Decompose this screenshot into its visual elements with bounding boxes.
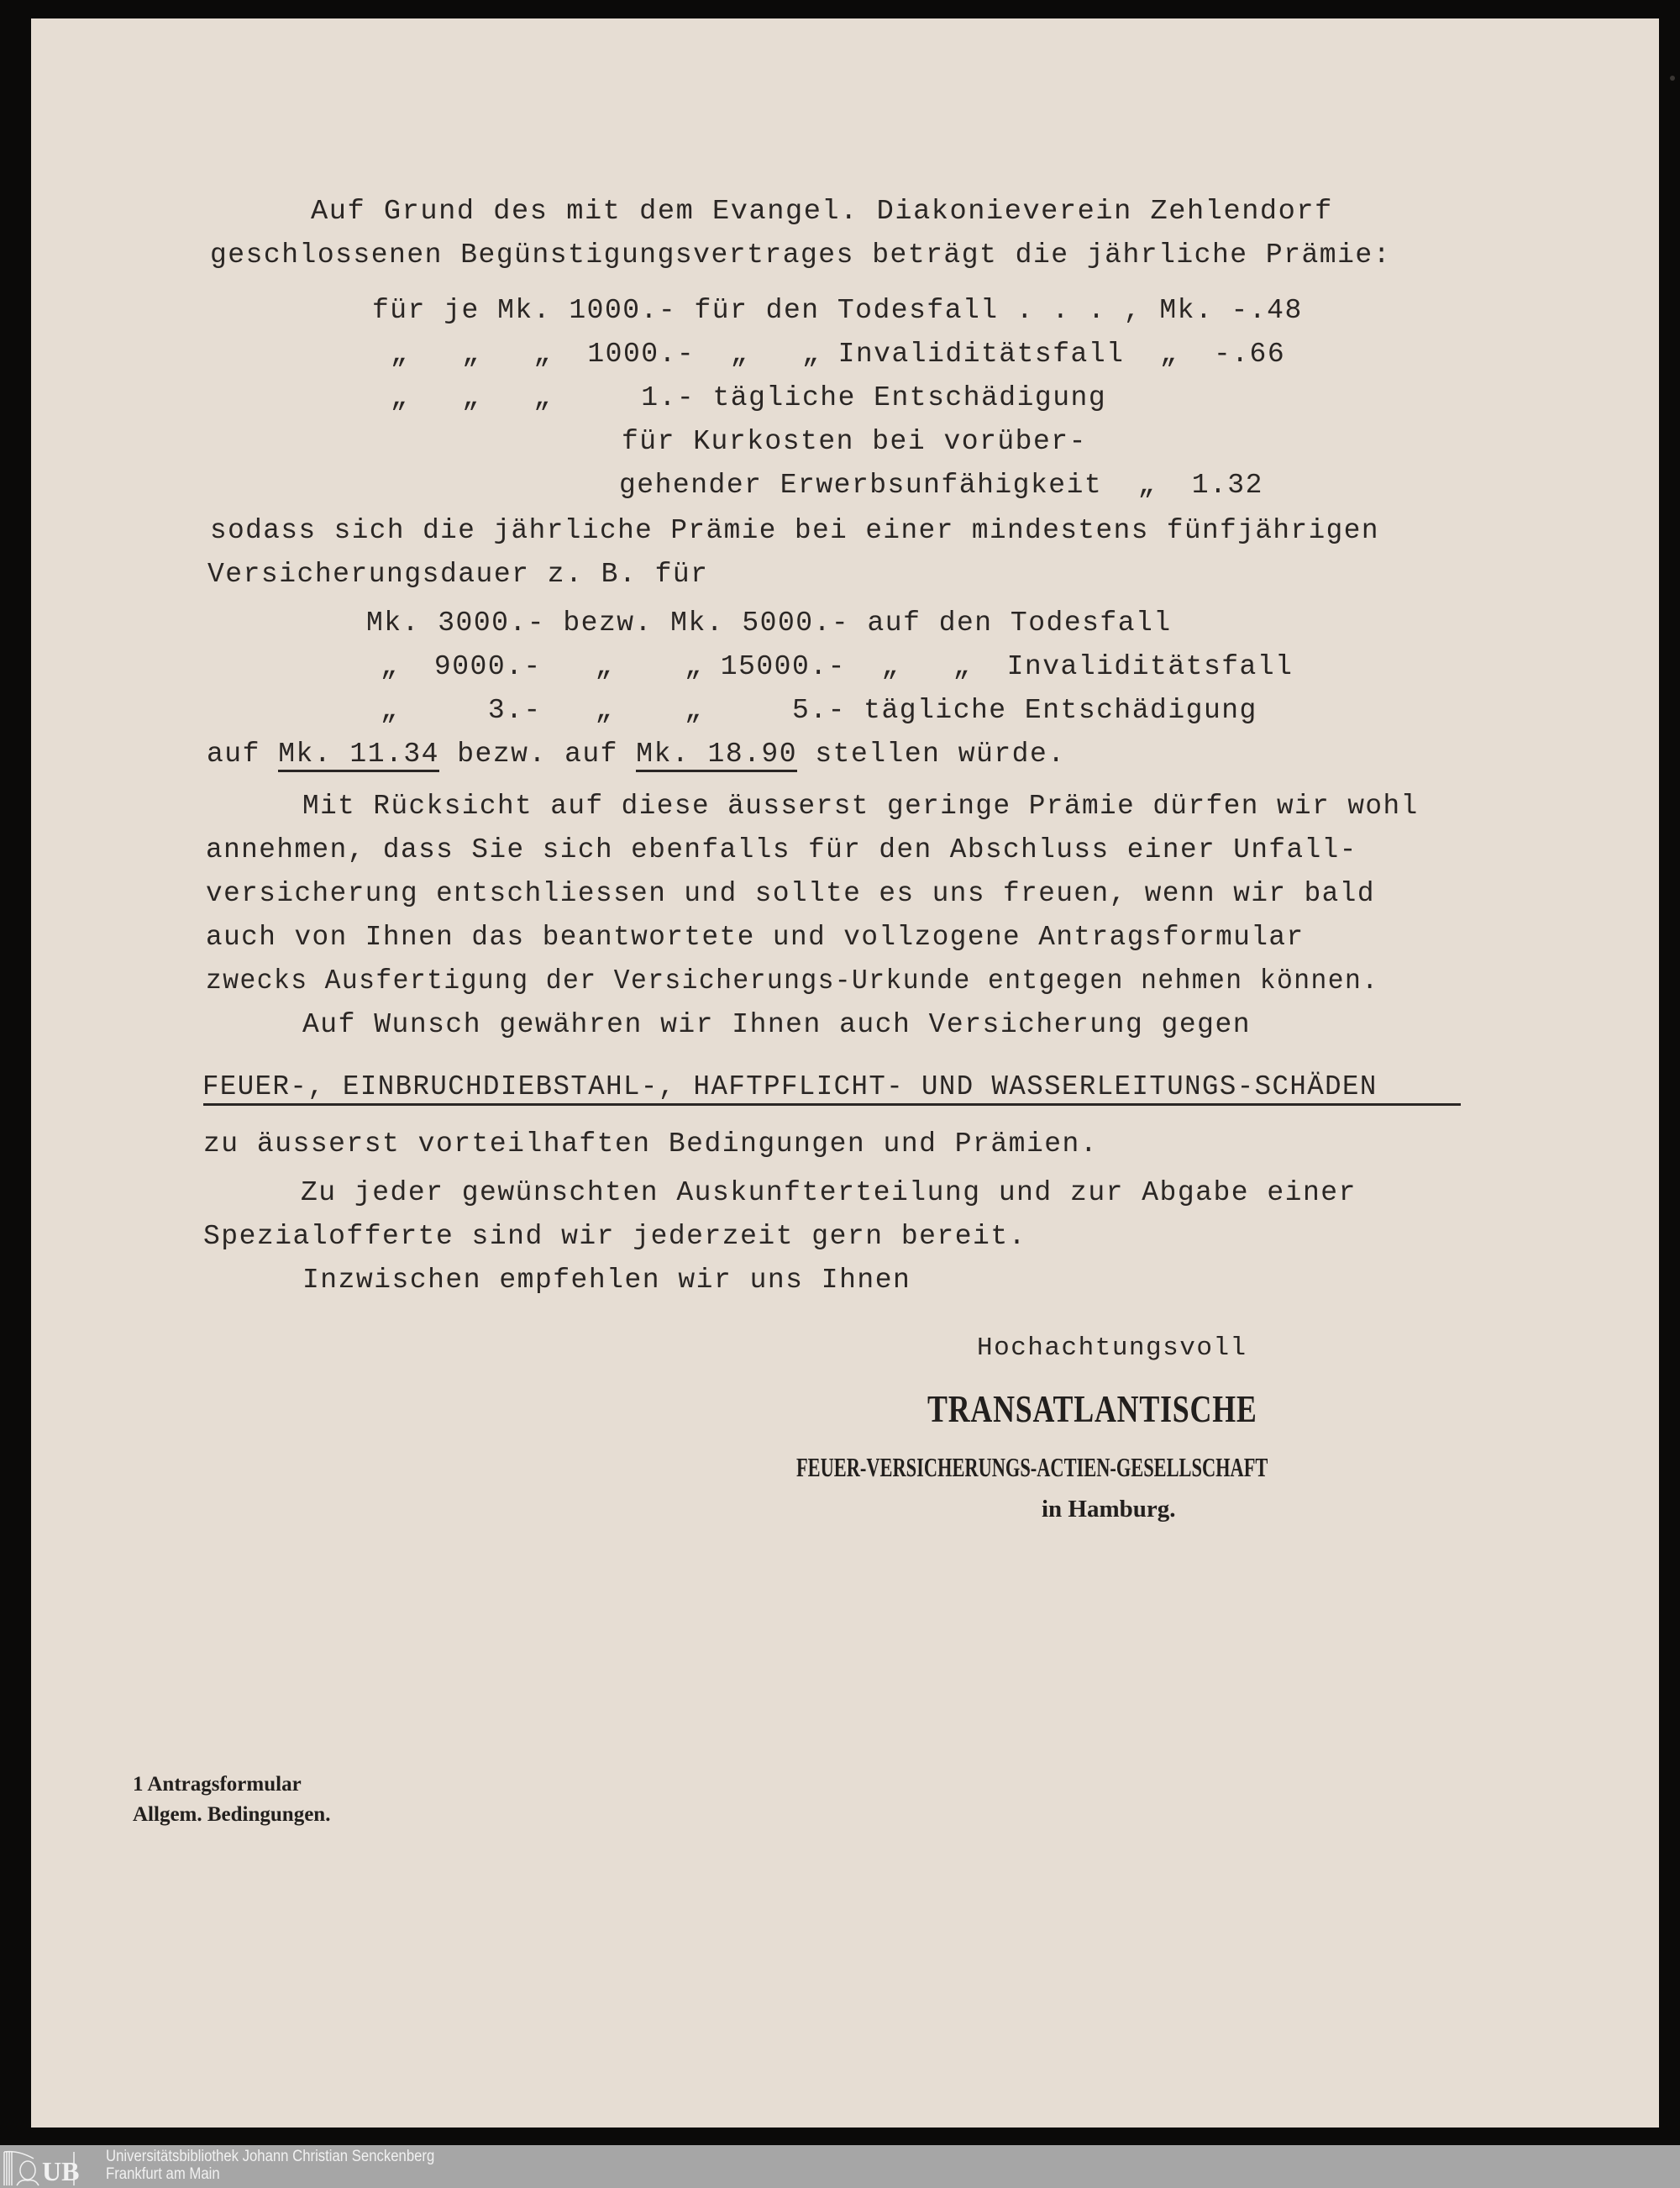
salutation: Hochachtungsvoll: [977, 1333, 1247, 1363]
paragraph3-line: Auf Wunsch gewähren wir Ihnen auch Versicherung gegen: [302, 1009, 1252, 1040]
example-line-invalidity: „ 9000.- „ „ 15000.- „ „ Invaliditätsfall: [381, 651, 1294, 682]
ub-logo-text: UB: [42, 2156, 80, 2186]
paragraph2-line-5: zwecks Ausfertigung der Versicherungs-Urkunde entgegen nehmen können.: [206, 965, 1379, 997]
example-line-daily: „ 3.- „ „ 5.- tägliche Entschädigung: [381, 695, 1257, 726]
intro-line-2: geschlossenen Begünstigungsvertrages beträgt die jährliche Prämie:: [210, 239, 1392, 271]
library-footer-bar: [0, 2145, 1680, 2188]
result-prefix: auf: [207, 739, 279, 770]
coverage-heading: FEUER-, EINBRUCHDIEBSTAHL-, HAFTPFLICHT- UND WASSERLEITUNGS-SCHÄDEN: [202, 1071, 1378, 1102]
ub-library-logo: [2, 2149, 99, 2186]
result-amount-1: Mk. 11.34: [278, 739, 439, 772]
rate-line-daily: „ „ „ 1.- tägliche Entschädigung: [391, 382, 1107, 413]
paragraph2-line-1: Mit Rücksicht auf diese äusserst geringe Prämie dürfen wir wohl: [302, 791, 1419, 822]
punch-mark: [1670, 76, 1675, 81]
result-line: [207, 738, 1066, 771]
intro-line-1: Auf Grund des mit dem Evangel. Diakonieverein Zehlendorf: [311, 196, 1333, 227]
result-amount-2: Mk. 18.90: [636, 739, 797, 772]
company-name: TRANSATLANTISCHE: [927, 1387, 1257, 1430]
rate-line-death: für je Mk. 1000.- für den Todesfall . . . , Mk. -.48: [372, 295, 1303, 326]
library-city: Frankfurt am Main: [106, 2165, 220, 2183]
coverage-terms: zu äusserst vorteilhaften Bedingungen und Prämien.: [203, 1128, 1099, 1160]
result-suffix: stellen würde.: [797, 739, 1066, 770]
company-subtitle: FEUER-VERSICHERUNGS-ACTIEN-GESELLSCHAFT: [796, 1452, 1268, 1482]
library-name: Universitätsbibliothek Johann Christian Senckenberg: [106, 2148, 435, 2165]
rate-line-cure-costs: für Kurkosten bei vorüber-: [622, 426, 1087, 457]
closing-line: Inzwischen empfehlen wir uns Ihnen: [302, 1265, 911, 1296]
example-intro-line-1: sodass sich die jährliche Prämie bei einer mindestens fünfjährigen: [210, 515, 1379, 546]
paragraph2-line-4: auch von Ihnen das beantwortete und vollzogene Antragsformular: [206, 922, 1305, 953]
paragraph2-line-2: annehmen, dass Sie sich ebenfalls für den Abschluss einer Unfall-: [206, 834, 1357, 865]
example-intro-line-2: Versicherungsdauer z. B. für: [207, 559, 709, 590]
rate-line-invalidity: „ „ „ 1000.- „ „ Invaliditätsfall „ -.66: [391, 339, 1286, 370]
enclosure-1: 1 Antragsformular: [133, 1773, 302, 1796]
paragraph4-line-2: Spezialofferte sind wir jederzeit gern bereit.: [203, 1221, 1026, 1252]
result-middle: bezw. auf: [438, 739, 637, 770]
company-location: in Hamburg.: [1042, 1496, 1176, 1523]
rate-line-disability: gehender Erwerbsunfähigkeit „ 1.32: [619, 470, 1263, 501]
enclosure-2: Allgem. Bedingungen.: [133, 1803, 331, 1826]
paragraph2-line-3: versicherung entschliessen und sollte es uns freuen, wenn wir bald: [206, 878, 1375, 909]
example-line-death: Mk. 3000.- bezw. Mk. 5000.- auf den Todesfall: [366, 607, 1172, 639]
paragraph4-line-1: Zu jeder gewünschten Auskunfterteilung und zur Abgabe einer: [301, 1177, 1357, 1208]
coverage-heading-underline: [203, 1103, 1461, 1106]
